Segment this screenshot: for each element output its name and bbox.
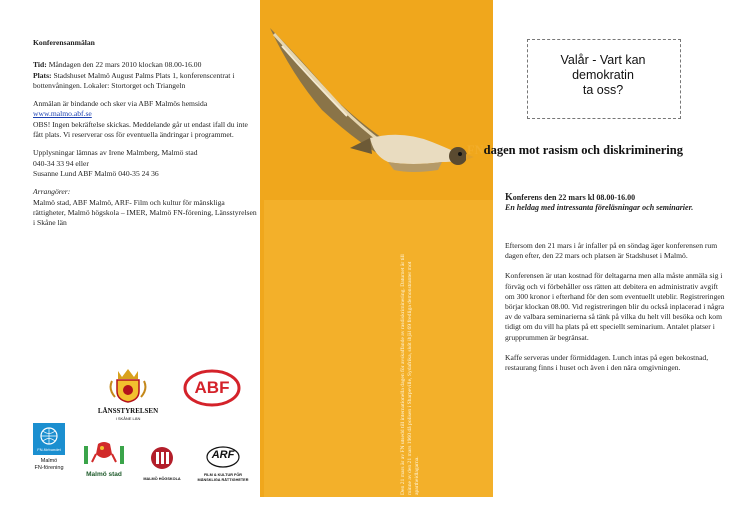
crown-shield-icon bbox=[88, 367, 168, 403]
lansstyrelsen-sub: I SKÅNE LÄN bbox=[115, 416, 141, 421]
organizers-label: Arrangörer: bbox=[33, 187, 71, 197]
arf-text: ARF bbox=[211, 449, 235, 461]
fn-forening-logo bbox=[31, 423, 67, 475]
fn-caption-2: FN-förening bbox=[34, 465, 64, 471]
un-emblem-icon bbox=[33, 423, 65, 449]
malmo-stad-logo bbox=[80, 440, 128, 476]
malmo-hogskola-name: MALMÖ HÖGSKOLA bbox=[143, 477, 181, 481]
conference-subtitle: En heldag med intressanta föreläsningar och seminarier. bbox=[505, 203, 694, 212]
contact-line-3: Susanne Lund ABF Malmö 040-35 24 36 bbox=[33, 168, 159, 178]
registration-info bbox=[33, 99, 258, 140]
malmo-hogskola-emblem-icon bbox=[137, 447, 187, 469]
conference-initial: K bbox=[505, 192, 513, 203]
time-place-block bbox=[33, 60, 258, 91]
fn-caption-1: Malmö bbox=[40, 458, 58, 464]
lansstyrelsen-name: LÄNSSTYRELSEN bbox=[97, 407, 159, 415]
conference-body bbox=[505, 241, 725, 383]
arf-caption-2: MÄNSKLIGA RÄTTIGHETER bbox=[197, 478, 249, 482]
theme-title bbox=[527, 53, 679, 98]
theme-line-2: demokratin bbox=[572, 68, 634, 82]
main-title bbox=[467, 143, 742, 158]
contact-line-1: Upplysningar lämnas av Irene Malmberg, Malmö stad bbox=[33, 148, 198, 158]
conference-heading bbox=[505, 193, 725, 213]
malmo-stad-name: Malmö stad bbox=[86, 471, 122, 478]
time-label: Tid: bbox=[33, 60, 47, 70]
contact-line-2: 040-34 33 94 eller bbox=[33, 158, 89, 168]
time-text: Måndagen den 22 mars 2010 klockan 08.00-16.00 bbox=[46, 60, 202, 70]
notice-text: OBS! Ingen bekräftelse skickas. Meddelande går ut endast ifall du inte fått plats. Vi reserverar oss för eventuella ändringar i programmet. bbox=[33, 119, 248, 140]
registration-column bbox=[33, 38, 258, 236]
place-label: Plats: bbox=[33, 70, 52, 80]
place-text: Stadshuset Malmö August Palms Plats 1, konferenscentrat i bottenvåningen. Lokaler: Stortorget och Triangeln bbox=[33, 70, 235, 90]
theme-line-3: ta oss? bbox=[582, 83, 624, 97]
abf-website-link[interactable]: www.malmo.abf.se bbox=[33, 109, 92, 119]
registration-text: Anmälan är bindande och sker via ABF Malmös hemsida bbox=[33, 99, 208, 109]
title-fn-prefix: FN bbox=[467, 143, 484, 157]
arf-logo bbox=[193, 446, 253, 480]
organizers-block bbox=[33, 187, 258, 228]
contact-block bbox=[33, 148, 258, 179]
organizers-text: Malmö stad, ABF Malmö, ARF- Film och kultur för mänskliga rättigheter, Malmö högskola – IMER, Malmö FN-förening, Länsstyrelsen i Skåne län bbox=[33, 197, 257, 228]
title-rest: dagen mot rasism och diskriminering bbox=[483, 143, 683, 157]
malmo-griffin-icon bbox=[80, 440, 128, 466]
arf-caption-1: FILM & KULTUR FÖR bbox=[203, 473, 243, 477]
malmo-hogskola-logo bbox=[137, 447, 187, 481]
abf-text: ABF bbox=[194, 378, 230, 397]
body-paragraph-2: Konferensen är utan kostnad för deltagarna men alla måste anmäla sig i förväg och vi förbehåller oss rätten att debitera en administrativ avgift om 300 kronor i efterhand för den som eventuellt uteblir. Registreringen börjar klockan 08.00. Vid registreringen blir du också inplacerad i några av de valbara seminarierna så tänk på vilka du helt vill besöka och kom tidigt om du vill ha plats på ett speciellt seminarium. Antalet platser i grupprummen är begränsat. bbox=[505, 271, 725, 342]
registration-heading: Konferensanmälan bbox=[33, 38, 95, 47]
theme-line-1: Valår - Vart kan bbox=[560, 53, 646, 67]
abf-logo bbox=[183, 369, 241, 407]
vertical-side-text bbox=[400, 253, 460, 495]
body-paragraph-3: Kaffe serveras under förmiddagen. Lunch intas på egen bekostnad, restaurang finns i huset och även i den nära omgivningen. bbox=[505, 352, 709, 373]
falcon-illustration bbox=[262, 20, 482, 190]
conference-date-line bbox=[505, 193, 725, 203]
fn-blue-square bbox=[33, 423, 65, 455]
body-paragraph-1: Eftersom den 21 mars i år infaller på en söndag äger konferensen rum dagen efter, den 22 mars och platsen är Stadshuset i Malmö. bbox=[505, 241, 718, 261]
conference-date-text: onferens den 22 mars kl 08.00-16.00 bbox=[512, 193, 636, 202]
vertical-note-text: Den 21 mars är av FN utsedd till internationella dagen för avskaffande av rasdiskriminering. Datumet är till minne av den 21 mars 1960 då polisen i Sharpeville, Sydafrika, sköt ihjäl 69 fredliga demonstranter mot apartheidlagarna. bbox=[400, 254, 421, 495]
lansstyrelsen-logo bbox=[88, 367, 168, 419]
fn-inner-text: FN-förbundet bbox=[37, 447, 61, 452]
